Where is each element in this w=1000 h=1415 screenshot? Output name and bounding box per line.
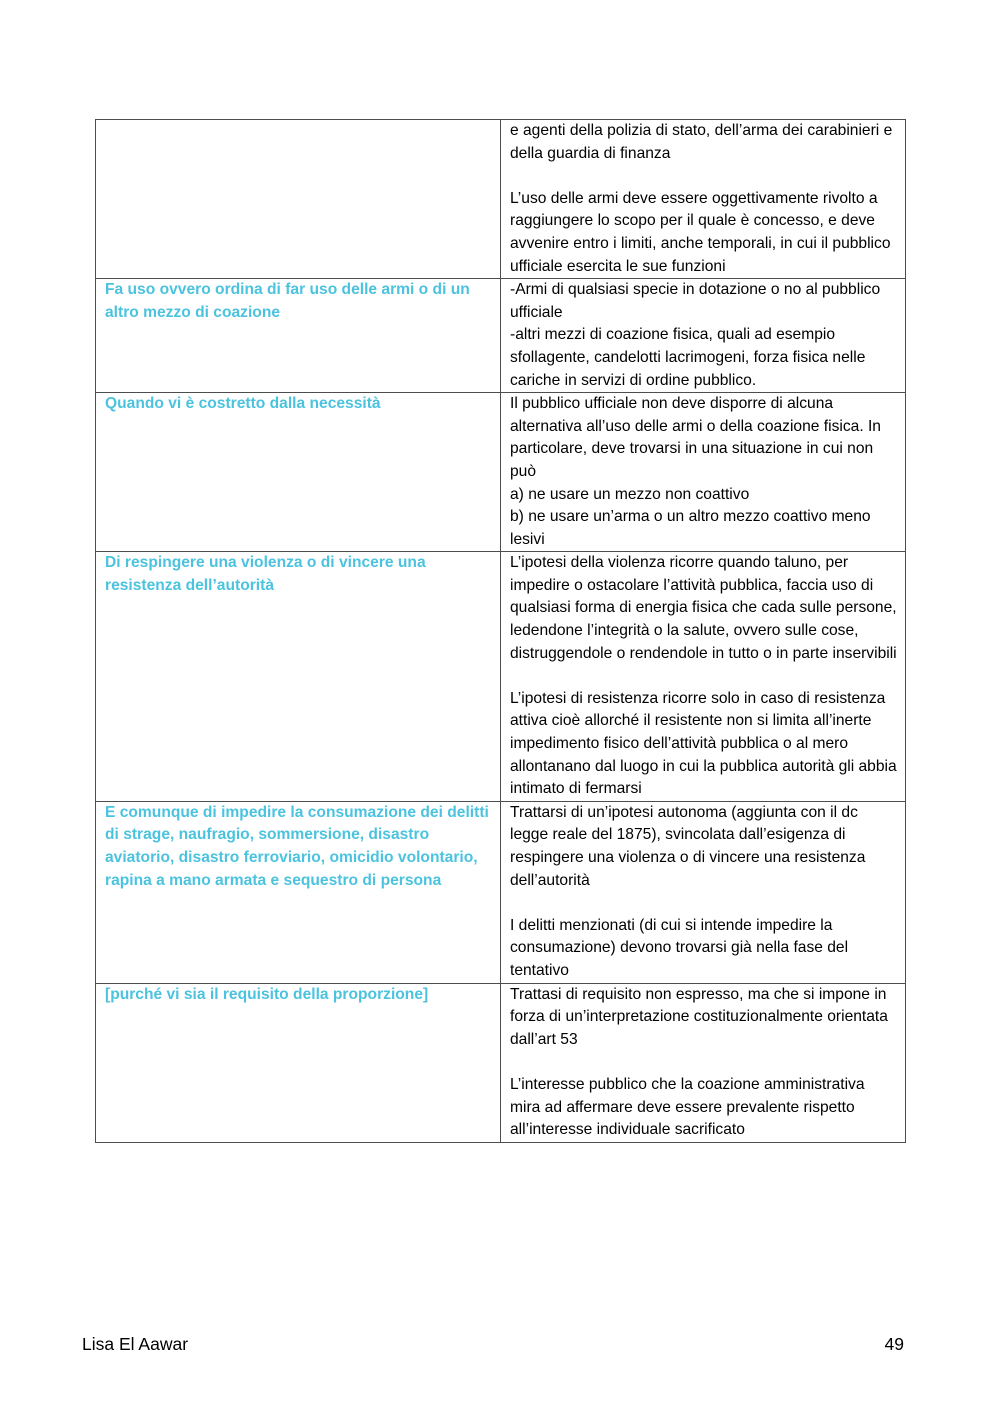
table-row (96, 393, 906, 552)
table-row (96, 279, 906, 393)
table-row (96, 552, 906, 802)
term-cell (96, 120, 501, 279)
page-number: 49 (884, 1334, 904, 1354)
term-cell: Fa uso ovvero ordina di far uso delle armi o di un altro mezzo di coazione (96, 279, 501, 393)
table-row (96, 983, 906, 1142)
explanation-cell: Trattasi di requisito non espresso, ma che si impone in forza di un’interpretazione costituzionalmente orientata dall’art 53 L’interesse pubblico che la coazione amministrativa mira ad affermare deve essere prevalente rispetto all’interesse individuale sacrificato (501, 983, 906, 1142)
explanation-cell: L’ipotesi della violenza ricorre quando taluno, per impedire o ostacolare l’attività pubblica, faccia uso di qualsiasi forma di energia fisica che cada sulle persone, ledendone l’integrità o la salute, ovvero sulle cose, distruggendole o rendendole in tutto o in parte inservibili L’ipotesi di resistenza ricorre solo in caso di resistenza attiva cioè allorché il resistente non si limita all’inerte impedimento fisico dell’attività pubblica o al mero allontanano dal luogo in cui la pubblica autorità gli abbia intimato di fermarsi (501, 552, 906, 802)
table-row (96, 801, 906, 983)
footer-author: Lisa El Aawar (82, 1334, 189, 1354)
explanation-cell: e agenti della polizia di stato, dell’arma dei carabinieri e della guardia di finanza L’uso delle armi deve essere oggettivamente rivolto a raggiungere lo scopo per il quale è concesso, e deve avvenire entro i limiti, anche temporali, in cui il pubblico ufficiale esercita le sue funzioni (501, 120, 906, 279)
explanation-cell: Trattarsi di un’ipotesi autonoma (aggiunta con il dc legge reale del 1875), svincolata dall’esigenza di respingere una violenza o di vincere una resistenza dell’autorità I delitti menzionati (di cui si intende impedire la consumazione) devono trovarsi già nella fase del tentativo (501, 801, 906, 983)
term-cell: E comunque di impedire la consumazione dei delitti di strage, naufragio, sommersione, disastro aviatorio, disastro ferroviario, omicidio volontario, rapina a mano armata e sequestro di persona (96, 801, 501, 983)
term-cell: [purché vi sia il requisito della proporzione] (96, 983, 501, 1142)
explanation-cell: -Armi di qualsiasi specie in dotazione o no al pubblico ufficiale -altri mezzi di coazione fisica, quali ad esempio sfollagente, candelotti lacrimogeni, forza fisica nelle cariche in servizi di ordine pubblico. (501, 279, 906, 393)
term-cell: Di respingere una violenza o di vincere una resistenza dell’autorità (96, 552, 501, 802)
table-row (96, 120, 906, 279)
term-cell: Quando vi è costretto dalla necessità (96, 393, 501, 552)
explanation-cell: Il pubblico ufficiale non deve disporre di alcuna alternativa all’uso delle armi o della coazione fisica. In particolare, deve trovarsi in una situazione in cui non può a) ne usare un mezzo non coattivo b) ne usare un’arma o un altro mezzo coattivo meno lesivi (501, 393, 906, 552)
definitions-table (95, 119, 906, 1143)
